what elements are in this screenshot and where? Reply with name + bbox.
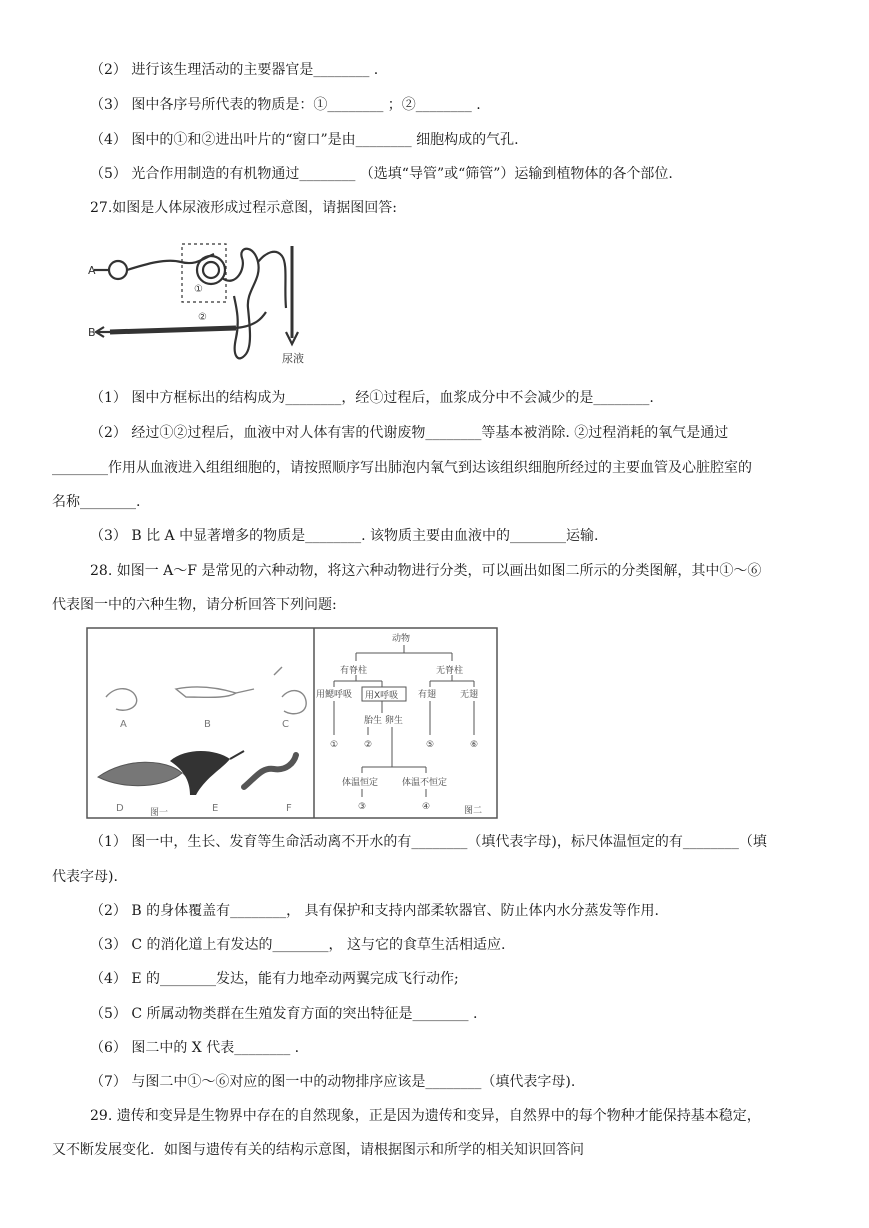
fig2-root: 动物	[392, 634, 411, 644]
q27-stem: 27.如图是人体尿液形成过程示意图，请据图回答:	[90, 200, 397, 216]
q28-stem-2: 代表图一中的六种生物，请分析回答下列问题:	[52, 597, 337, 613]
fig2-n4: ④	[422, 802, 431, 812]
fig1-label-c: C	[282, 719, 289, 730]
fig2-n6: ⑥	[470, 740, 479, 750]
label-1: ①	[194, 284, 203, 295]
fig2-n1: ①	[330, 740, 339, 750]
q28-item-2: （2） B 的身体覆盖有________， 具有保护和支持内部柔软器官、防止体内水分蒸发等作用.	[90, 903, 659, 919]
q28-item-3: （3） C 的消化道上有发达的________， 这与它的食草生活相适应.	[90, 937, 506, 953]
q27-item-2-cont: ________作用从血液进入组组细胞的，请按照顺序写出肺泡内氧气到达该组织细胞所经过的主要血管及心脏腔室的	[52, 460, 752, 476]
q26-item-3: （3） 图中各序号所代表的物质是：①________ ；②________ .	[90, 97, 481, 113]
fig2-cold: 体温不恒定	[402, 778, 448, 788]
label-a: A	[88, 264, 96, 277]
fig2-x-breath: 用X呼吸	[365, 691, 399, 701]
fig1-label-a: A	[120, 719, 127, 730]
q28-stem-1: 28. 如图一 A～F 是常见的六种动物，将这六种动物进行分类，可以画出如图二所示的分类图解，其中①～⑥	[90, 563, 762, 579]
fig2-vertebrate: 有脊柱	[340, 666, 368, 676]
q28-item-5: （5） C 所属动物类群在生殖发育方面的突出特征是________ .	[90, 1006, 478, 1022]
q26-item-2: （2） 进行该生理活动的主要器官是________ .	[90, 62, 379, 78]
fig2-invertebrate: 无脊柱	[436, 666, 464, 676]
fig2-birth: 胎生 卵生	[364, 716, 403, 726]
q27-item-1: （1） 图中方框标出的结构成为________，经①过程后，血浆成分中不会减少的是________.	[90, 390, 654, 406]
fig2-gill: 用鳃呼吸	[316, 690, 353, 700]
nephron-diagram	[86, 228, 306, 370]
q28-item-6: （6） 图二中的 X 代表________ .	[90, 1040, 300, 1056]
q26-item-4: （4） 图中的①和②进出叶片的“窗口”是由________ 细胞构成的气孔.	[90, 132, 519, 148]
q27-item-2: （2） 经过①②过程后，血液中对人体有害的代谢废物________等基本被消除. ②过程消耗的氧气是通过	[90, 425, 729, 441]
fig2-n3: ③	[358, 802, 367, 812]
fig2-has-gill: 有翅	[418, 690, 437, 700]
animal-classification-figure	[86, 627, 498, 819]
fig1-label-f: F	[286, 803, 292, 814]
q26-item-5: （5） 光合作用制造的有机物通过________ （选填“导管”或“筛管”）运输到植物体的各个部位.	[90, 166, 673, 182]
fig2-n5: ⑤	[426, 740, 435, 750]
q27-item-2-cont2: 名称________.	[52, 494, 141, 510]
label-2: ②	[198, 312, 207, 323]
fig2-warm: 体温恒定	[342, 778, 379, 788]
fig2-no-gill: 无翅	[460, 690, 479, 700]
label-b: B	[88, 326, 96, 339]
fig1-caption: 图一	[150, 808, 169, 818]
q28-item-1-cont: 代表字母).	[52, 869, 118, 885]
q27-item-3: （3） B 比 A 中显著增多的物质是________. 该物质主要由血液中的________运输.	[90, 528, 599, 544]
fig2-n2: ②	[364, 740, 373, 750]
q28-item-1: （1） 图一中，生长、发育等生命活动离不开水的有________（填代表字母)，标尺体温恒定的有________（填	[90, 834, 767, 850]
urine-formation-figure	[86, 228, 306, 370]
fig1-label-b: B	[204, 719, 211, 730]
label-urine: 尿液	[282, 352, 304, 365]
q29-line-1: 29. 遗传和变异是生物界中存在的自然现象，正是因为遗传和变异，自然界中的每个物种才能保持基本稳定，	[90, 1108, 761, 1124]
fig1-label-d: D	[116, 803, 124, 814]
q28-item-4: （4） E 的________发达，能有力地牵动两翼完成飞行动作;	[90, 971, 459, 987]
fig2-caption: 图二	[464, 806, 483, 816]
figures-panel	[86, 627, 498, 819]
q28-item-7: （7） 与图二中①～⑥对应的图一中的动物排序应该是________（填代表字母).	[90, 1074, 576, 1090]
fig1-label-e: E	[212, 803, 219, 814]
q29-line-2: 又不断发展变化．如图与遗传有关的结构示意图，请根据图示和所学的相关知识回答问	[52, 1142, 584, 1158]
